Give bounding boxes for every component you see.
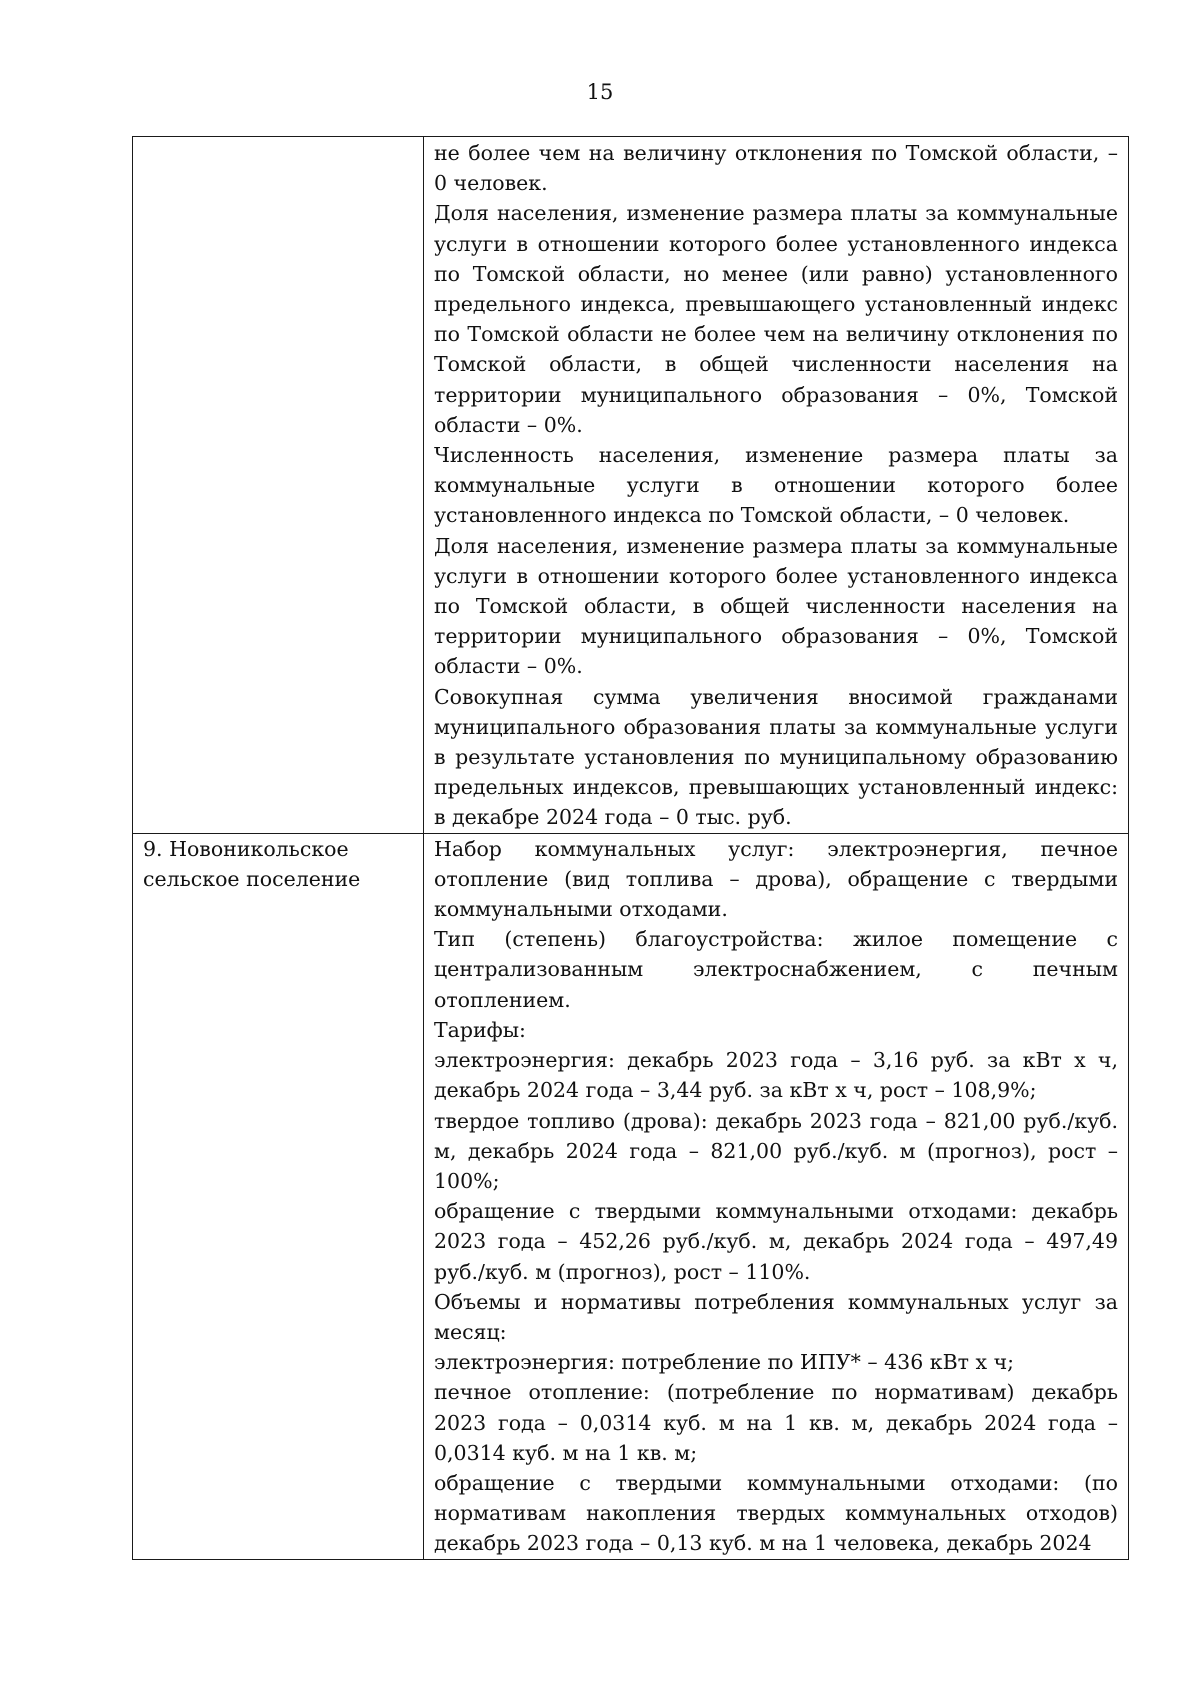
municipality-cell xyxy=(133,137,424,834)
paragraph: твердое топливо (дрова): декабрь 2023 года – 821,00 руб./куб. м, декабрь 2024 года – 821,00 руб./куб. м (прогноз), рост – 100%; xyxy=(434,1108,1118,1193)
paragraph: Численность населения, изменение размера платы за коммунальные услуги в отношении которого более установленного индекса по Томской области, – 0 человек. xyxy=(434,443,1118,528)
table-row xyxy=(133,833,1129,1559)
paragraph: электроэнергия: декабрь 2023 года – 3,16 руб. за кВт х ч, декабрь 2024 года – 3,44 руб. за кВт х ч, рост – 108,9%; xyxy=(434,1048,1118,1103)
paragraph: Объемы и нормативы потребления коммунальных услуг за месяц: xyxy=(434,1289,1118,1344)
paragraph: не более чем на величину отклонения по Томской области, – 0 человек. xyxy=(434,141,1118,196)
details-cell xyxy=(424,137,1129,834)
table-row xyxy=(133,137,1129,834)
paragraph: Тарифы: xyxy=(434,1017,526,1042)
paragraph: обращение с твердыми коммунальными отходами: декабрь 2023 года – 452,26 руб./куб. м, декабрь 2024 года – 497,49 руб./куб. м (прогноз), рост – 110%. xyxy=(434,1199,1118,1284)
paragraph: Набор коммунальных услуг: электроэнергия, печное отопление (вид топлива – дрова), обращение с твердыми коммунальными отходами. xyxy=(434,836,1118,922)
municipal-indicators-table xyxy=(132,136,1129,1560)
paragraph: Доля населения, изменение размера платы за коммунальные услуги в отношении которого более установленного индекса по Томской области, но менее (или равно) установленного предельного индекса, превышающего установленный индекс по Томской области не более чем на величину отклонения по Томской области, в общей численности населения на территории муниципального образования – 0%, Томской области – 0%. xyxy=(434,201,1118,437)
details-cell xyxy=(424,833,1129,1559)
municipality-cell: 9. Новоникольское сельское поселение xyxy=(133,833,424,1559)
paragraph: Совокупная сумма увеличения вносимой гражданами муниципального образования платы за коммунальные услуги в результате установления по муниципальному образованию предельных индексов, превышающих установленный индекс: в декабре 2024 года – 0 тыс. руб. xyxy=(434,684,1118,830)
paragraph: электроэнергия: потребление по ИПУ* – 436 кВт х ч; xyxy=(434,1350,1015,1375)
paragraph: печное отопление: (потребление по нормативам) декабрь 2023 года – 0,0314 куб. м на 1 кв. м, декабрь 2024 года – 0,0314 куб. м на 1 кв. м; xyxy=(434,1380,1118,1465)
paragraph: Тип (степень) благоустройства: жилое помещение с централизованным электроснабжением, с печным отоплением. xyxy=(434,927,1118,1012)
paragraph: обращение с твердыми коммунальными отходами: (по нормативам накопления твердых коммунальных отходов) декабрь 2023 года – 0,13 куб. м на 1 человека, декабрь 2024 xyxy=(434,1470,1118,1556)
paragraph: Доля населения, изменение размера платы за коммунальные услуги в отношении которого более установленного индекса по Томской области, в общей численности населения на территории муниципального образования – 0%, Томской области – 0%. xyxy=(434,533,1118,679)
page-number: 15 xyxy=(586,80,614,104)
